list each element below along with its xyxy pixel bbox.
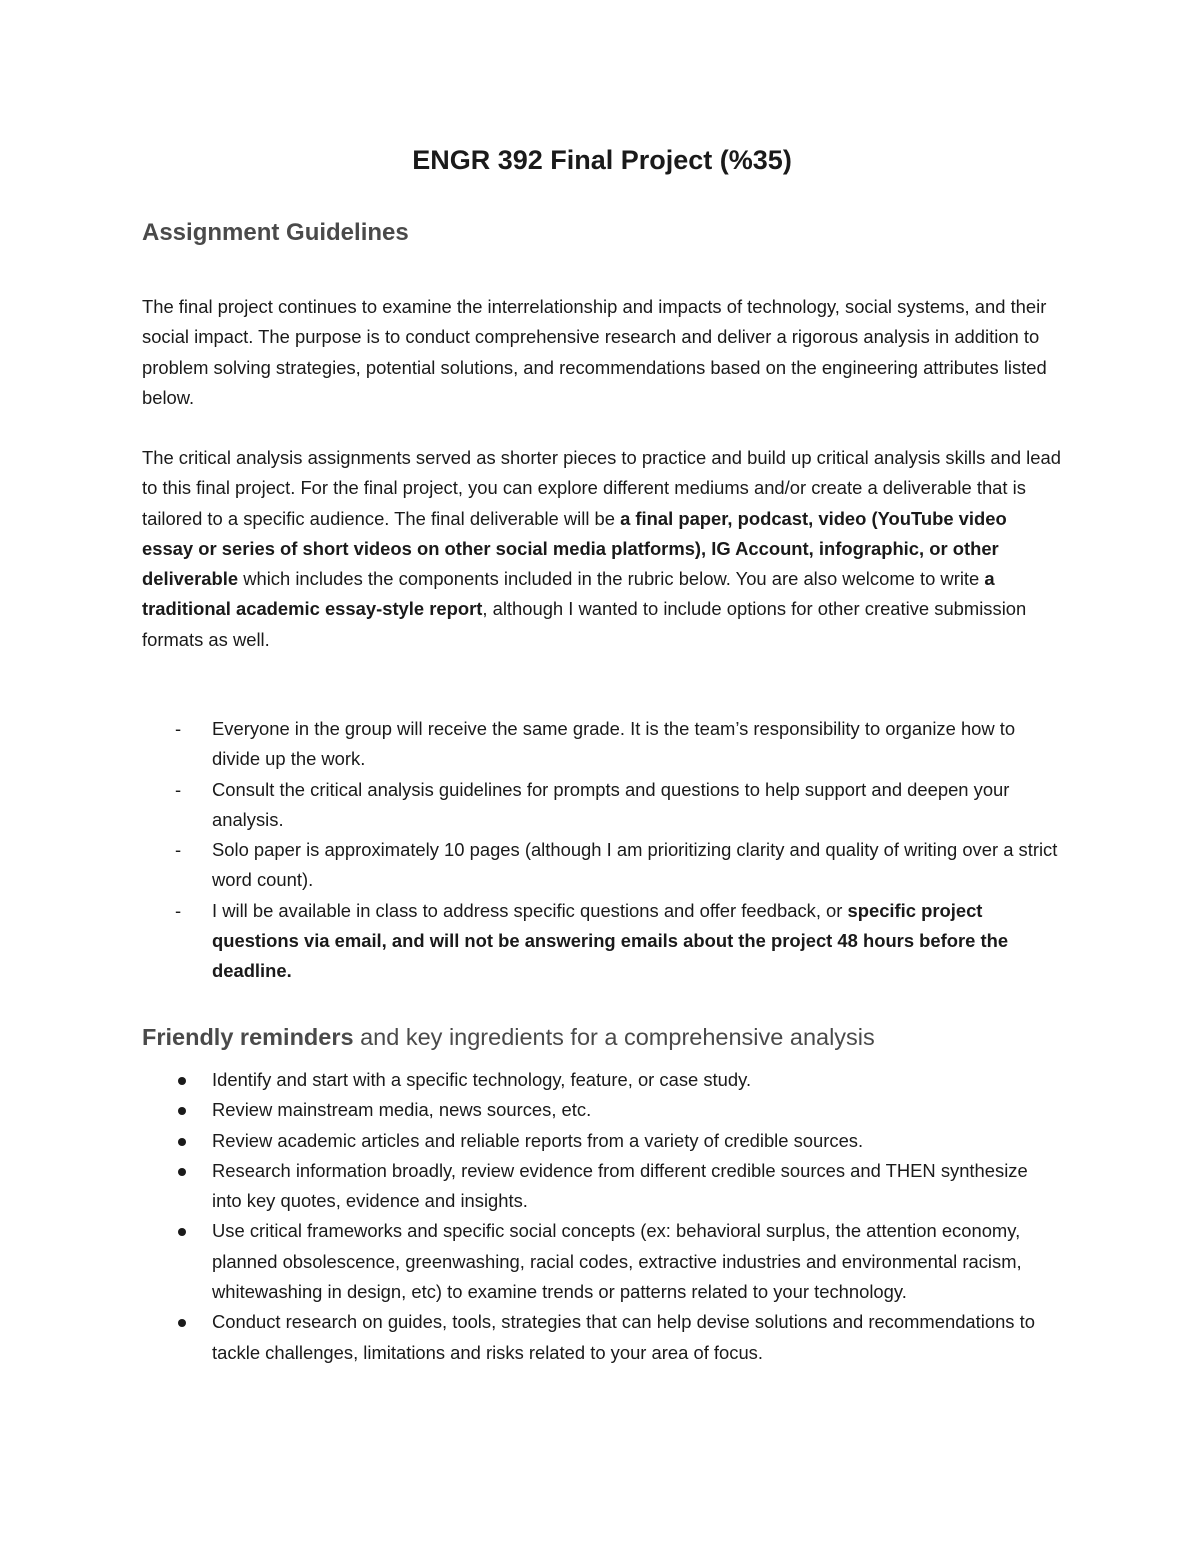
list-item-text: Use critical frameworks and specific social concepts (ex: behavioral surplus, the attention economy, planned obsolescence, greenwashing, racial codes, extractive industries and environmental racism, whitewashing in design, etc) to examine trends or patterns related to your technology. [212,1220,1022,1303]
list-item-text: Conduct research on guides, tools, strategies that can help devise solutions and recommendations to tackle challenges, limitations and risks related to your area of focus. [212,1311,1035,1363]
list-item-text: Solo paper is approximately 10 pages (although I am prioritizing clarity and quality of writing over a strict word count). [212,839,1058,891]
list-item [142,1095,1062,1125]
deliverable-paragraph [142,443,1062,655]
list-item-text: Review academic articles and reliable reports from a variety of credible sources. [212,1129,864,1151]
list-item-text: Everyone in the group will receive the same grade. It is the team’s responsibility to organize how to divide up the work. [212,718,1016,770]
list-item-text: Identify and start with a specific technology, feature, or case study. [212,1069,752,1090]
deliverable-text-2: which includes the components included in the rubric below. You are also welcome to write [238,568,985,590]
list-item-text: Research information broadly, review evidence from different credible sources and THEN synthesize into key quotes, evidence and insights. [212,1159,1028,1212]
list-item [142,1065,1062,1095]
list-item-text: I will be available in class to address specific questions and offer feedback, or [212,899,848,921]
bullet-icon [178,1168,186,1176]
guidelines-dash-list [142,714,1062,987]
deliverable-text-3: , although I wanted to include options for other creative submission formats as well. [142,598,1027,650]
academic-report-bold: a traditional academic essay-style report [142,568,995,620]
list-item-text: Review mainstream media, news sources, etc. [212,1099,592,1121]
list-item [142,896,1062,987]
friendly-reminders-heading [142,1019,875,1055]
bullet-icon [178,1228,186,1236]
list-item [142,835,1062,896]
deliverable-options-bold: a final paper, podcast, video (YouTube video essay or series of short videos on other social media platforms), IG Account, infographic, or other deliverable [142,507,1007,590]
bullet-icon [178,1319,186,1327]
friendly-reminders-rest: and key ingredients for a comprehensive analysis [353,1024,875,1050]
dash-marker: - [175,899,182,921]
list-item [142,1156,1062,1217]
list-item [142,714,1062,775]
email-policy-bold: specific project questions via email, and will not be answering emails about the project 48 hours before the deadline. [212,899,1009,982]
list-item-text: Consult the critical analysis guidelines for prompts and questions to help support and deepen your analysis. [212,778,1010,830]
bullet-icon [178,1107,186,1115]
reminders-bullet-list [142,1065,1062,1368]
dash-marker: - [175,718,182,739]
friendly-reminders-bold: Friendly reminders [142,1024,354,1050]
deliverable-text-1: The critical analysis assignments served as shorter pieces to practice and build up critical analysis skills and lead to this final project. For the final project, you can explore different mediums and/or create a deliverable that is tailored to a specific audience. The final deliverable will be [142,447,1061,529]
bullet-icon [178,1077,186,1085]
list-item [142,1307,1062,1368]
list-item [142,1126,1062,1156]
dash-marker: - [175,839,182,861]
intro-paragraph: The final project continues to examine the interrelationship and impacts of technology, social systems, and their social impact. The purpose is to conduct comprehensive research and deliver a rigorous analysis in addition to problem solving strategies, potential solutions, and recommendations based on the engineering attributes listed below. [142,296,1047,408]
dash-marker: - [175,778,182,800]
bullet-icon [178,1138,186,1146]
document-title: ENGR 392 Final Project (%35) [412,145,792,175]
list-item [142,775,1062,836]
assignment-guidelines-heading: Assignment Guidelines [142,219,409,246]
list-item [142,1216,1062,1307]
